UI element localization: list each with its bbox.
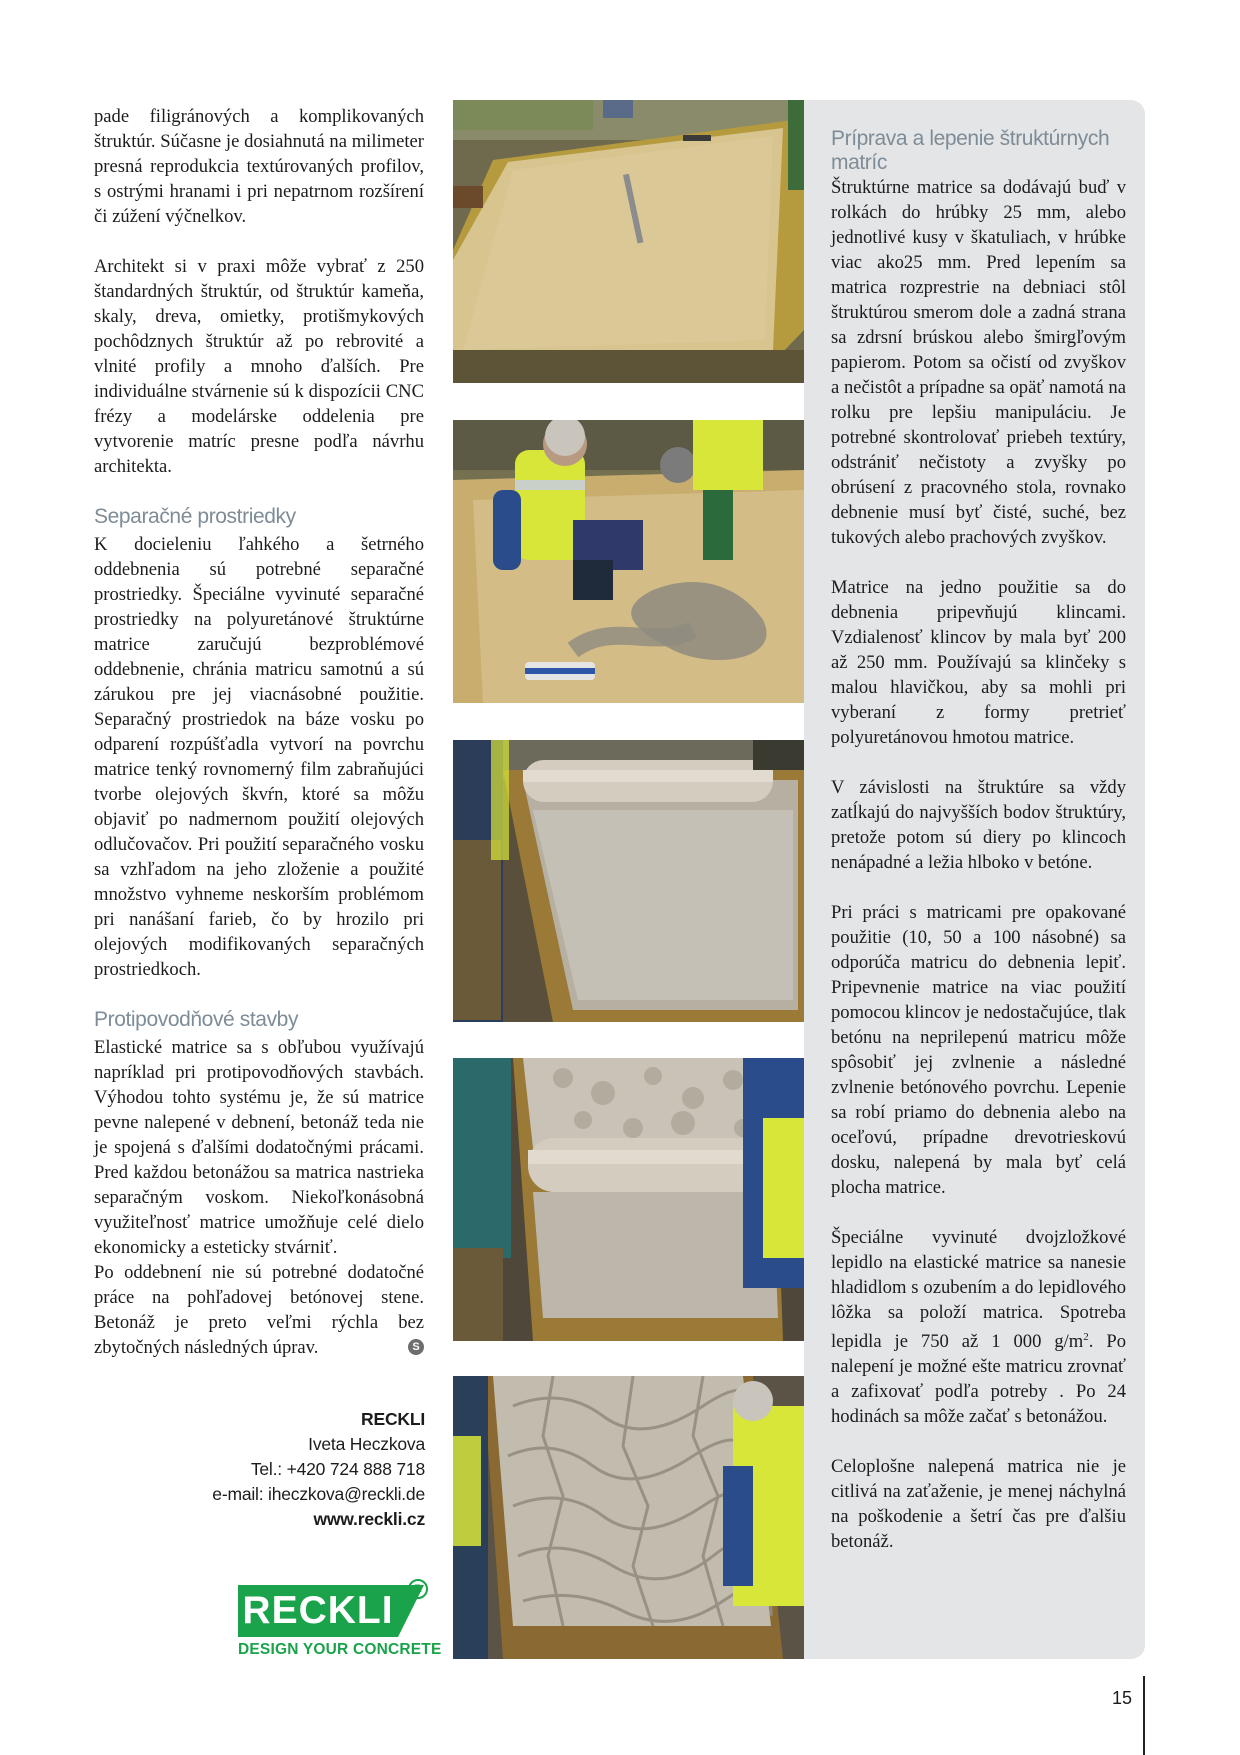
separating-agents-heading: Separačné prostriedky <box>94 505 296 528</box>
sidebar-paragraph-2: Matrice na jedno použitie sa do debnenia pripevňujú klincami. Vzdialenosť klincov by mala byť 200 až 250 mm. Používajú sa klinčeky s malou hlavičkou, aby sa mohli pri vyberaní z formy pretrieť polyuretánovou hmotou matrice. <box>831 577 1126 748</box>
page-number-rule <box>1143 1676 1145 1755</box>
logo-tagline: DESIGN YOUR CONCRETE <box>238 1641 442 1658</box>
left-text-column <box>94 104 424 1385</box>
logo-wordmark: RECKLI <box>238 1585 398 1637</box>
contact-website[interactable]: www.reckli.cz <box>313 1509 425 1529</box>
registered-mark-icon: R <box>408 1579 428 1599</box>
sidebar-box <box>804 100 1145 1659</box>
sidebar-paragraph-6: Celoplošne nalepená matrica nie je citlivá na zaťaženie, je menej náchylná na poškodenie a šetrí čas pre ďalšiu betonáž. <box>831 1456 1126 1553</box>
flood-protection-paragraph-2-text: Po oddebnení nie sú potrebné dodatočné práce na pohľadovej betónovej stene. Betonáž je preto veľmi rýchla bez zbytočných následných úprav. <box>94 1262 424 1358</box>
sidebar-paragraph-1: Štruktúrne matrice sa dodávajú buď v rolkách do hrúbky 25 mm, alebo jednotlivé kusy v škatuliach, v hrúbke viac ako25 mm. Pred lepením sa matrica rozprestrie na debniaci stôl štruktúrou smerom dole a zadná strana sa zdrsní brúskou alebo šmirgľovým papierom. Potom sa očistí od zvyškov a nečistôt a prípadne sa opäť namotá na rolku pre lepšiu manipuláciu. Je potrebné skontrolovať priebeh textúry, odstrániť nečistoty a zvyšky po obrúsení z pracovného stola, rovnako debnenie musí byť čisté, suché, bez tukových alebo prachových zvyškov. <box>831 177 1126 548</box>
photo-worker-pouring <box>453 420 804 703</box>
photo-unrolling-textured-matrix <box>453 1058 804 1341</box>
contact-email[interactable]: e-mail: iheczkova@reckli.de <box>212 1484 425 1504</box>
sidebar-paragraph-5-end: . Po nalepení je možné ešte matricu zrovnať a zafixovať podľa potreby . Po 24 hodinách sa môže začať s betonážou. <box>831 1331 1127 1428</box>
photo-strip <box>453 100 804 1659</box>
sidebar-paragraph-5-superscript: 2 <box>1083 1331 1089 1343</box>
architect-paragraph: Architekt si v praxi môže vybrať z 250 štandardných štruktúr, od štruktúr kameňa, skaly, dreva, omietky, protišmykových pochôdznych štruktúr až po rebrovité a vlnité profily a mnoho ďalších. Pre individuálne stvárnenie sú k dispozícii CNC frézy a modelárske oddelenia pre vytvorenie matríc presne podľa návrhu architekta. <box>94 256 424 477</box>
intro-paragraph: pade filigránových a komplikovaných štruktúr. Súčasne je dosiahnutá na milimeter presná reprodukcia textúrovaných profilov, s ostrými hranami i pri nepatrnom rozšírení či zúžení výčnelkov. <box>94 106 424 227</box>
contact-person: Iveta Heczkova <box>308 1434 425 1454</box>
sidebar-paragraph-5 <box>831 1225 1126 1429</box>
contact-phone: Tel.: +420 724 888 718 <box>250 1459 425 1479</box>
sidebar-paragraph-5-start: Špeciálne vyvinuté dvojzložkové lepidlo na elastické matrice sa nanesie hladidlom s ozubením a do lepidlového lôžka sa položí matrica. Spotreba lepidla je 750 až 1 000 g/m <box>831 1227 1126 1353</box>
flood-protection-heading: Protipovodňové stavby <box>94 1008 299 1031</box>
photo-stone-textured-matrix <box>453 1376 804 1659</box>
reckli-logo <box>238 1583 442 1661</box>
flood-protection-paragraph-1: Elastické matrice sa s obľubou využívajú napríklad pri protipovodňových stavbách. Výhodou tohto systému je, že sú matrice pevne nalepené v debnení, betonáž teda nie je spojená s ďalšími dodatočnými prácami. Pred každou betonážou sa matrica nastrieka separačným voskom. Niekoľkonásobná využiteľnosť matrice umožňuje celé dielo ekonomicky a esteticky stvárniť. <box>94 1037 424 1258</box>
flood-protection-paragraph-2 <box>94 1260 424 1360</box>
photo-osb-formwork-table <box>453 100 804 383</box>
separating-agents-paragraph: K docieleniu ľahkého a šetrného oddebnenia sú potrebné separačné prostriedky. Špeciálne vyvinuté separačné prostriedky na polyuretánové štruktúrne matrice zaručujú bezproblémové oddebnenie, chránia matricu samotnú a sú zárukou pre jej viacnásobné použitie. Separačný prostriedok na báze vosku po odparení rozpúšťadla vytvorí na povrchu matrice tenký rovnomerný film zabraňujúci tvorbe olejových škvŕn, ktoré sa môžu objaviť po nadmernom použití olejových odlučovačov. Pri použití separačného vosku sa vzhľadom na jeho zloženie a použité množstvo vyhneme neskorším problémom pri nanášaní farieb, čo by hrozilo pri olejových modifikovaných separačných prostriedkoch. <box>94 534 424 980</box>
article-end-icon: S <box>408 1339 424 1355</box>
page-number: 15 <box>1111 1688 1132 1708</box>
sidebar-paragraph-3: V závislosti na štruktúre sa vždy zatĺkajú do najvyšších bodov štruktúry, pretože potom sú diery po klincoch nenápadné a ležia hlboko v betóne. <box>831 777 1126 873</box>
contact-company: RECKLI <box>361 1409 425 1429</box>
sidebar-heading: Príprava a lepenie štruktúrnych matríc <box>831 127 1110 174</box>
photo-unrolling-matrix <box>453 740 804 1022</box>
sidebar-paragraph-4: Pri práci s matricami pre opakované použitie (10, 50 a 100 násobné) sa odporúča matricu do debnenia lepiť. Pripevnenie matrice na viac použití pomocou klincov je nedostačujúce, tlak betónu na neprilepenú matricu môže spôsobiť jej zvlnenie a následné zvlnenie betónového povrchu. Lepenie sa robí priamo do debnenia alebo na oceľovú, prípadne drevotrieskovú dosku, nalepená by mala byť celá plocha matrice. <box>831 902 1126 1198</box>
sidebar-content <box>831 127 1126 1579</box>
contact-block <box>160 1407 425 1532</box>
